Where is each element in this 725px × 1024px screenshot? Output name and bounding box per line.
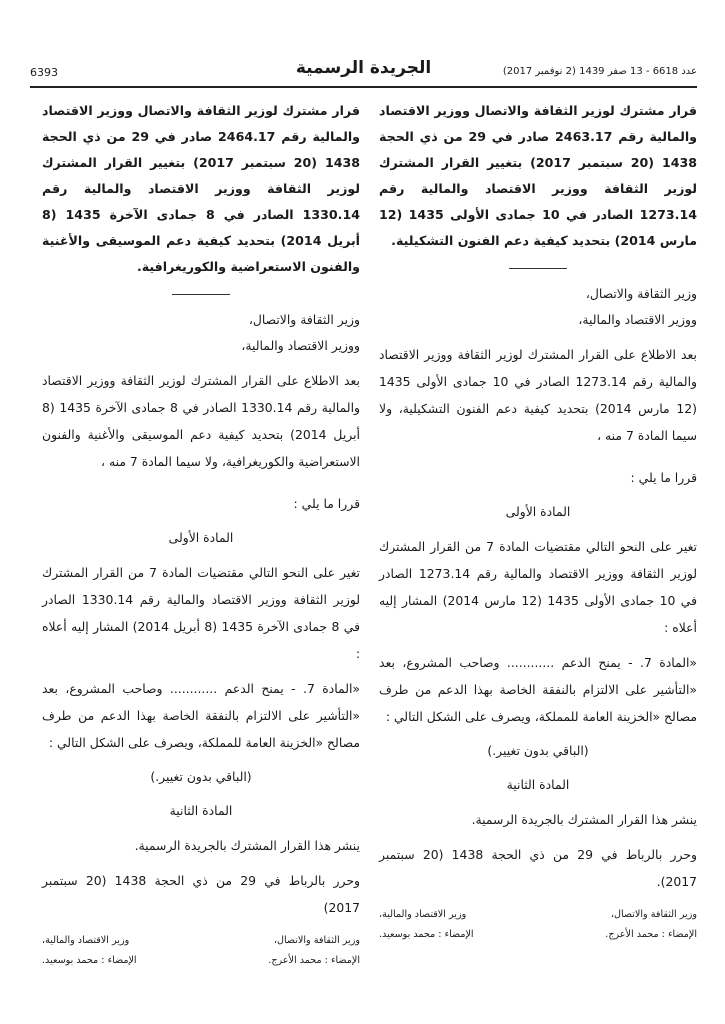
amended-article-quote: «المادة 7. - يمنح الدعم ............ وصاحب المشروع، بعد «التأشير على الالتزام بالنفقة الخاصة بهذا الدعم من طرف مصالح «الخزينة العامة للمملكة، ويصرف على الشكل التالي : [379, 655, 698, 724]
minister-line: وزير الثقافة والاتصال، [248, 312, 360, 327]
signatures [379, 909, 697, 949]
decree-title: قرار مشترك لوزير الثقافة والاتصال ووزير الاقتصاد والمالية رقم 2463.17 صادر في 29 من ذي الحجة 1438 (20 سبتمبر 2017) بتغيير القرار المشترك لوزير الثقافة ووزير الاقتصاد والمالية رقم 1273.14 الصادر في 10 جمادى الأولى 1435 (12 مارس 2014) بتحديد كيفية دعم الفنون التشكيلية. [379, 103, 697, 248]
article-1-text: تغير على النحو التالي مقتضيات المادة 7 من القرار المشترك لوزير الثقافة ووزير الاقتصاد والمالية رقم 1273.14 الصادر في 10 جمادى الأولى 1435 (12 مارس 2014) المشار إليه أعلاه : [379, 539, 698, 635]
article-2-text: ينشر هذا القرار المشترك بالجريدة الرسمية. [471, 812, 697, 827]
signatory-title: وزير الثقافة والاتصال، [273, 935, 360, 946]
decree-2464-column [42, 98, 360, 975]
article-1-title: المادة الأولى [168, 530, 234, 545]
minister-line: ووزير الاقتصاد والمالية، [241, 338, 360, 353]
preamble: بعد الاطلاع على القرار المشترك لوزير الثقافة ووزير الاقتصاد والمالية رقم 1273.14 الصادر في 10 جمادى الأولى 1435 (12 مارس 2014) بتحديد كيفية دعم الفنون التشكيلية، ولا سيما المادة 7 منه ، [379, 347, 697, 443]
preamble: بعد الاطلاع على القرار المشترك لوزير الثقافة ووزير الاقتصاد والمالية رقم 1330.14 الصادر في 8 جمادى الآخرة 1435 (8 أبريل 2014) بتحديد كيفية دعم الموسيقى والأغنية والفنون الاستعراضية والكوريغرافية، ولا سيما المادة 7 منه ، [42, 373, 361, 469]
minister-line: وزير الثقافة والاتصال، [585, 286, 697, 301]
page-number: 6393 [30, 66, 58, 79]
amended-article-quote: «المادة 7. - يمنح الدعم ............ وصاحب المشروع، بعد «التأشير على الالتزام بالنفقة الخاصة بهذا الدعم من طرف مصالح «الخزينة العامة للمملكة، ويصرف على الشكل التالي : [42, 681, 361, 750]
page-header [30, 58, 697, 84]
signatures [42, 935, 360, 975]
done-at: وحرر بالرباط في 29 من ذي الحجة 1438 (20 سبتمبر 2017) [42, 873, 360, 915]
decree-2463-column [379, 98, 697, 949]
article-2-title: المادة الثانية [506, 777, 570, 792]
article-1-text: تغير على النحو التالي مقتضيات المادة 7 من القرار المشترك لوزير الثقافة ووزير الاقتصاد والمالية رقم 1330.14 الصادر في 8 جمادى الآخرة 1435 (8 أبريل 2014) المشار إليه أعلاه : [42, 565, 361, 661]
signatory-name: الإمضاء : محمد بوسعيد. [42, 955, 137, 966]
separator [509, 268, 567, 269]
done-at: وحرر بالرباط في 29 من ذي الحجة 1438 (20 سبتمبر 2017). [379, 847, 697, 889]
separator [172, 294, 230, 295]
minister-line: ووزير الاقتصاد والمالية، [578, 312, 697, 327]
remaining-unchanged: (الباقي بدون تغيير.) [487, 743, 589, 758]
article-1-title: المادة الأولى [505, 504, 571, 519]
decree-title: قرار مشترك لوزير الثقافة والاتصال ووزير الاقتصاد والمالية رقم 2464.17 صادر في 29 من ذي الحجة 1438 (20 سبتمبر 2017) بتغيير القرار المشترك لوزير الثقافة ووزير الاقتصاد والمالية رقم 1330.14 الصادر في 8 جمادى الآخرة 1435 (8 أبريل 2014) بتحديد كيفية دعم الموسيقى والأغنية والفنون الاستعراضية والكوريغرافية. [42, 103, 360, 274]
signatory-title: وزير الثقافة والاتصال، [610, 909, 697, 920]
signatory-name: الإمضاء : محمد الأعرج. [268, 955, 360, 966]
signatory-name: الإمضاء : محمد بوسعيد. [379, 929, 474, 940]
article-2-title: المادة الثانية [169, 803, 233, 818]
remaining-unchanged: (الباقي بدون تغيير.) [150, 769, 252, 784]
decided-line: قررا ما يلي : [630, 470, 697, 485]
signatory-title: وزير الاقتصاد والمالية، [42, 935, 130, 946]
article-2-text: ينشر هذا القرار المشترك بالجريدة الرسمية. [134, 838, 360, 853]
signatory-name: الإمضاء : محمد الأعرج. [605, 929, 697, 940]
header-rule [30, 86, 697, 88]
decided-line: قررا ما يلي : [293, 496, 360, 511]
gazette-title: الجريدة الرسمية [295, 58, 432, 78]
signatory-title: وزير الاقتصاد والمالية، [379, 909, 467, 920]
issue-info: عدد 6618 - 13 صفر 1439 (2 نوفمبر 2017) [502, 66, 697, 77]
